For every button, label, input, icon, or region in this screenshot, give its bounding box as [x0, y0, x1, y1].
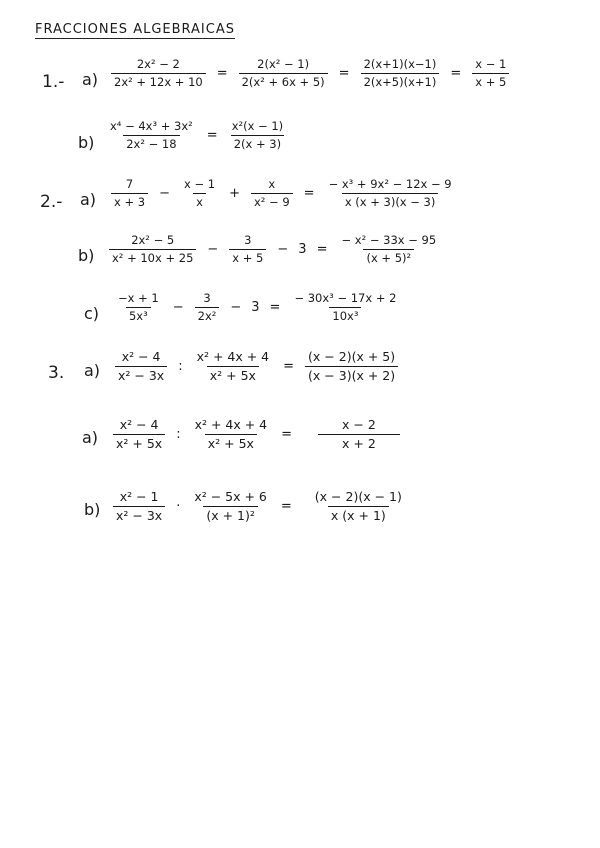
- denominator: 10x³: [329, 307, 361, 323]
- operator: −: [277, 241, 289, 257]
- numerator: 7: [125, 177, 134, 191]
- denominator: x² + 5x: [113, 434, 165, 451]
- fraction: [113, 418, 165, 451]
- numerator: x − 1: [475, 57, 507, 71]
- denominator: x + 5: [229, 249, 266, 265]
- denominator: 2(x + 3): [231, 135, 284, 151]
- fraction: [115, 350, 167, 383]
- denominator: 2x² − 18: [123, 135, 179, 151]
- problem-2a-label: a): [80, 190, 97, 209]
- denominator: (x + 5)²: [363, 249, 414, 265]
- fraction: [338, 234, 439, 264]
- fraction: [305, 350, 398, 383]
- fraction: [111, 58, 206, 88]
- problem-2b-expression: [106, 234, 442, 264]
- operator: =: [303, 185, 315, 201]
- operator: ·: [176, 498, 181, 514]
- denominator: (x + 1)²: [203, 506, 258, 523]
- fraction: [191, 490, 270, 523]
- problem-2a-expression: [108, 178, 458, 208]
- numerator: x: [268, 177, 276, 191]
- denominator: x + 5: [472, 73, 509, 89]
- operator: −: [230, 299, 242, 315]
- numerator: x − 2: [342, 417, 376, 432]
- fraction: [472, 58, 509, 88]
- numerator: 3: [244, 233, 252, 247]
- fraction: [326, 178, 455, 208]
- numerator: 2x² − 2: [136, 57, 180, 71]
- denominator: 2x²: [195, 307, 220, 323]
- fraction: [251, 178, 293, 208]
- operator: =: [206, 127, 218, 143]
- numerator: − 30x³ − 17x + 2: [294, 291, 397, 305]
- problem-3a1-label: a): [84, 361, 101, 380]
- fraction: [115, 292, 162, 322]
- fraction: [111, 178, 148, 208]
- fraction: [194, 350, 273, 383]
- operator: =: [338, 65, 350, 81]
- numerator: 2(x² − 1): [257, 57, 310, 71]
- fraction: [113, 490, 165, 523]
- numerator: −x + 1: [118, 291, 159, 305]
- denominator: x + 3: [111, 193, 148, 209]
- fraction: [229, 234, 266, 264]
- operator: =: [280, 498, 292, 514]
- fraction: [181, 178, 218, 208]
- numerator: x² − 1: [119, 489, 159, 504]
- problem-1b-label: b): [78, 133, 95, 152]
- fraction: [291, 292, 399, 322]
- problem-3a2-expression: [110, 418, 403, 451]
- numerator: x² + 4x + 4: [194, 417, 268, 432]
- denominator: x² + 5x: [205, 434, 257, 451]
- page-title: FRACCIONES ALGEBRAICAS: [35, 22, 235, 37]
- problem-1-number: 1.-: [42, 72, 65, 92]
- denominator: x² − 3x: [113, 506, 165, 523]
- problem-2-number: 2.-: [40, 192, 63, 212]
- numerator: x²(x − 1): [231, 119, 284, 133]
- operator: =: [269, 299, 281, 315]
- denominator: x (x + 3)(x − 3): [342, 193, 439, 209]
- numerator: x² − 5x + 6: [194, 489, 267, 504]
- numerator: x⁴ − 4x³ + 3x²: [110, 119, 193, 133]
- numerator: 2(x+1)(x−1): [363, 57, 437, 71]
- problem-1b-expression: [104, 120, 289, 150]
- problem-1a-expression: [108, 58, 512, 88]
- denominator: x² + 5x: [207, 366, 259, 383]
- problem-3b-label: b): [84, 500, 101, 519]
- denominator: (x − 3)(x + 2): [305, 366, 398, 383]
- denominator: x² + 10x + 25: [109, 249, 196, 265]
- fraction: [107, 120, 196, 150]
- numerator: 3: [203, 291, 211, 305]
- fraction: [312, 490, 405, 523]
- problem-3a1-expression: [112, 350, 401, 383]
- operator: =: [316, 241, 328, 257]
- problem-1a-label: a): [82, 70, 99, 89]
- numerator: x − 1: [183, 177, 216, 191]
- operator: −: [159, 185, 170, 201]
- denominator: 2(x+5)(x+1): [361, 73, 440, 89]
- problem-3a2-label: a): [82, 428, 99, 447]
- operator: =: [450, 65, 462, 81]
- problem-2c-label: c): [84, 304, 100, 323]
- fraction: [195, 292, 220, 322]
- operator: +: [229, 185, 240, 201]
- operator: −: [172, 299, 184, 315]
- denominator: x (x + 1): [328, 506, 389, 523]
- denominator: x: [193, 193, 206, 209]
- operator: =: [281, 426, 293, 442]
- fraction: [239, 58, 328, 88]
- problem-2c-expression: [112, 292, 402, 322]
- term: 3: [251, 299, 260, 315]
- problem-2b-label: b): [78, 246, 95, 265]
- denominator: 5x³: [126, 307, 151, 323]
- numerator: x² − 4: [119, 417, 159, 432]
- denominator: x² − 9: [251, 193, 293, 209]
- fraction: [318, 418, 400, 451]
- fraction: [109, 234, 196, 264]
- denominator: x + 2: [318, 434, 400, 451]
- denominator: x² − 3x: [115, 366, 167, 383]
- numerator: x² − 4: [121, 349, 161, 364]
- numerator: (x − 2)(x + 5): [308, 349, 396, 364]
- numerator: − x² − 33x − 95: [341, 233, 437, 247]
- denominator: 2x² + 12x + 10: [111, 73, 206, 89]
- numerator: x² + 4x + 4: [196, 349, 270, 364]
- numerator: 2x² − 5: [131, 233, 175, 247]
- operator: :: [178, 358, 183, 374]
- operator: =: [283, 358, 295, 374]
- operator: =: [216, 65, 228, 81]
- operator: :: [176, 426, 181, 442]
- problem-3-number: 3.: [48, 363, 65, 383]
- term: 3: [298, 241, 307, 257]
- denominator: 2(x² + 6x + 5): [239, 73, 328, 89]
- fraction: [192, 418, 271, 451]
- numerator: − x³ + 9x² − 12x − 9: [328, 177, 452, 191]
- problem-3b-expression: [110, 490, 408, 523]
- numerator: (x − 2)(x − 1): [314, 489, 402, 504]
- fraction: [229, 120, 286, 150]
- operator: −: [207, 241, 219, 257]
- fraction: [361, 58, 440, 88]
